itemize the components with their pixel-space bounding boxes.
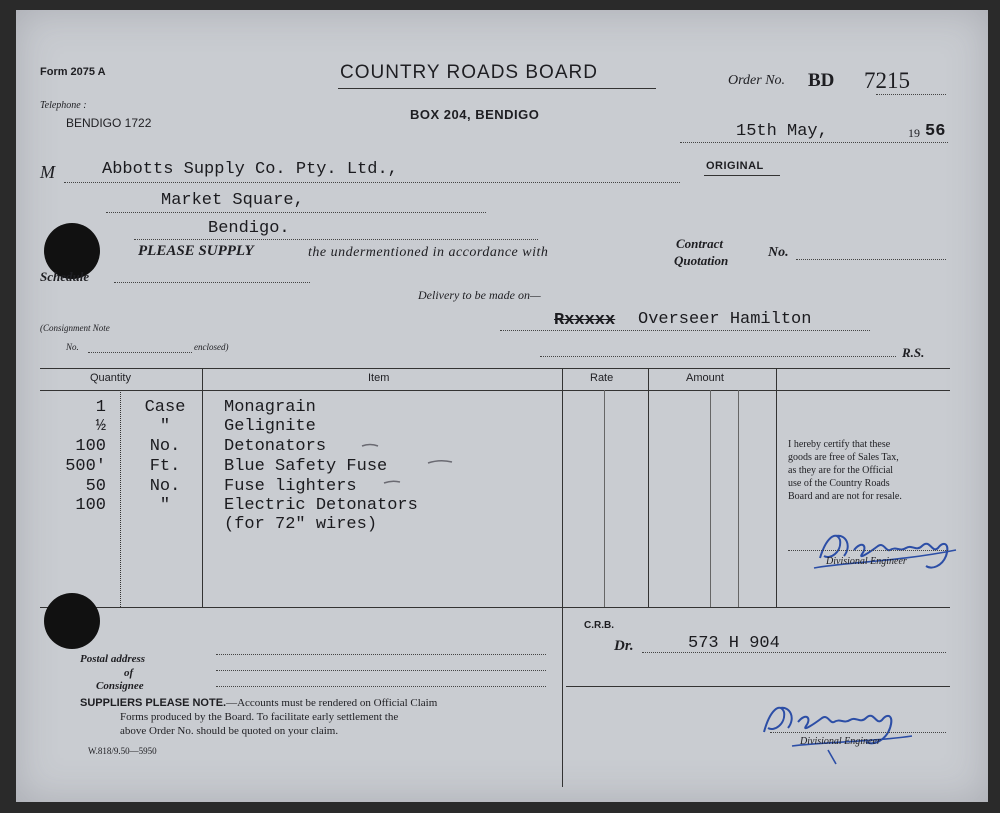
certify-line: as they are for the Official (788, 465, 894, 476)
year-prefix: 19 (908, 126, 920, 140)
m-prefix: M (40, 162, 55, 182)
row-quantity: 50 (85, 477, 106, 496)
telephone-label: Telephone : (40, 100, 87, 111)
consignment-label: (Consignment Note (40, 323, 110, 333)
col-header-item: Item (368, 372, 390, 384)
row-item: Electric Detonators (224, 496, 418, 515)
delivery-destination: Overseer Hamilton (638, 310, 812, 329)
suppliers-note (80, 696, 437, 738)
delivery-label: Delivery to be made on— (418, 288, 541, 302)
divisional-engineer-label-upper: Divisional Engineer (826, 556, 907, 567)
certify-line: goods are free of Sales Tax, (788, 452, 899, 463)
row-unit: No. (149, 477, 181, 496)
row-item: Blue Safety Fuse (224, 457, 388, 476)
contract-label: Contract (676, 236, 723, 251)
contract-no-label: No. (768, 245, 789, 260)
order-no-label: Order No. (728, 73, 786, 88)
year-suffix: 56 (925, 122, 946, 141)
board-name: COUNTRY ROADS BOARD (340, 62, 598, 83)
copy-label: ORIGINAL (706, 160, 764, 172)
supplier-street: Market Square, (161, 191, 304, 210)
note-line-2: Forms produced by the Board. To facilitate early settlement the (120, 711, 399, 723)
rs-label: R.S. (902, 345, 925, 360)
row-item: (for 72" wires) (224, 515, 378, 534)
row-item: Gelignite (224, 417, 316, 436)
postal-of-label: of (124, 667, 134, 679)
engineer-signature-lower (752, 686, 932, 766)
supplier-name: Abbotts Supply Co. Pty. Ltd., (102, 160, 398, 179)
col-header-amount: Amount (686, 372, 724, 384)
divisional-engineer-label-lower: Divisional Engineer (800, 736, 881, 747)
row-item: Detonators (224, 437, 327, 456)
note-line-3: above Order No. should be quoted on your claim. (120, 725, 339, 737)
schedule-label: Schedule (40, 269, 90, 284)
order-form (16, 10, 988, 802)
col-header-rate: Rate (590, 372, 614, 384)
row-item: Fuse lighters (224, 477, 357, 496)
certify-line: Board and are not for resale. (788, 491, 902, 502)
postal-address-label: Postal address (80, 653, 146, 665)
row-quantity: ½ (95, 417, 106, 436)
engineer-signature-upper (806, 516, 966, 576)
col-header-quantity: Quantity (90, 372, 131, 384)
row-unit: No. (149, 437, 181, 456)
consignment-no: No. (66, 342, 79, 352)
pencil-tick-marks (356, 440, 476, 500)
form-number: Form 2075 A (40, 66, 106, 78)
quotation-label: Quotation (674, 253, 729, 268)
order-date: 15th May, (736, 122, 828, 141)
order-number: 7215 (864, 68, 910, 93)
dr-label: Dr. (614, 638, 634, 654)
sales-tax-certification (788, 438, 902, 503)
certify-line: use of the Country Roads (788, 478, 890, 489)
consignment-enclosed: enclosed) (194, 342, 229, 352)
supplier-city: Bendigo. (208, 219, 290, 238)
print-code: W.818/9.50—5950 (88, 746, 157, 756)
note-title: SUPPLIERS PLEASE NOTE. (80, 697, 227, 709)
certify-line: I hereby certify that these (788, 439, 891, 450)
row-unit: Case (144, 398, 186, 417)
row-quantity: 100 (75, 437, 106, 456)
row-unit: Ft. (149, 457, 181, 476)
row-quantity: 1 (95, 398, 106, 417)
consignee-label: Consignee (96, 680, 144, 692)
crb-label: C.R.B. (584, 620, 614, 631)
row-quantity: 100 (75, 496, 106, 515)
row-unit: " (159, 417, 171, 436)
note-line-1: —Accounts must be rendered on Official Claim (226, 697, 438, 709)
row-unit: " (159, 496, 171, 515)
row-quantity: 500' (65, 457, 106, 476)
please-supply-label: PLEASE SUPPLY (138, 243, 254, 259)
telephone-value: BENDIGO 1722 (66, 116, 152, 130)
row-item: Monagrain (224, 398, 316, 417)
dr-value: 573 H 904 (688, 634, 780, 653)
board-address: BOX 204, BENDIGO (410, 107, 540, 122)
delivery-struck-text: Rxxxxx (554, 311, 616, 330)
please-supply-text: the undermentioned in accordance with (308, 245, 549, 260)
punch-hole-bottom (44, 593, 100, 649)
order-prefix: BD (808, 70, 835, 91)
